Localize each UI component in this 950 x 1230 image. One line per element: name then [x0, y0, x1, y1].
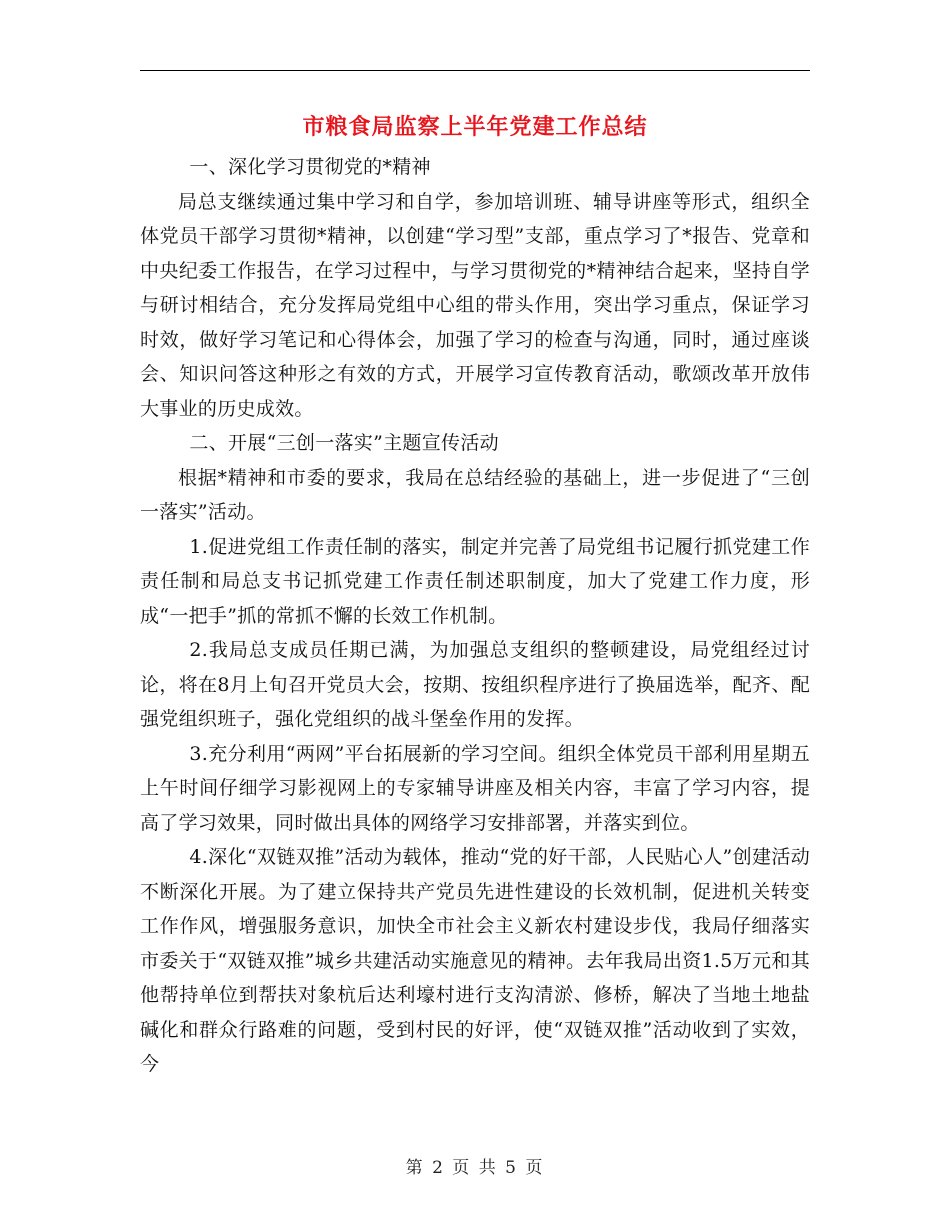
paragraph-study: 局总支继续通过集中学习和自学，参加培训班、辅导讲座等形式，组织全体党员干部学习贯彻*精神，以创建“学习型”支部，重点学习了*报告、党章和中央纪委工作报告，在学习过程中，与学习贯彻党的*精神结合起来，坚持自学与研讨相结合，充分发挥局党组中心组的带头作用，突出学习重点，保证学习时效，做好学习笔记和心得体会，加强了学习的检查与沟通，同时，通过座谈会、知识问答这种形之有效的方式，开展学习宣传教育活动，歌颂改革开放伟大事业的历史成效。 — [140, 190, 810, 420]
list-item-2: 2.我局总支成员任期已满，为加强总支组织的整顿建设，局党组经过讨论，将在8月上旬召开党员大会，按期、按组织程序进行了换届选举，配齐、配强党组织班子，强化党组织的战斗堡垒作用的发挥。 — [140, 639, 810, 730]
document-title: 市粮食局监察上半年党建工作总结 — [302, 114, 648, 140]
list-item-4: 4.深化“双链双推”活动为载体，推动“党的好干部，人民贴心人”创建活动不断深化开展。为了建立保持共产党员先进性建设的长效机制，促进机关转变工作作风，增强服务意识，加快全市社会主义新农村建设步伐，我局仔细落实市委关于“双链双推”城乡共建活动实施意见的精神。去年我局出资1.5万元和其他帮持单位到帮扶对象杭后达利壕村进行支沟清淤、修桥，解决了当地土地盐碱化和群众行路难的问题，受到村民的好评，使“双链双推”活动收到了实效，今 — [140, 846, 810, 1075]
document-body — [140, 150, 810, 1082]
page-number: 第 2 页 共 5 页 — [405, 1158, 545, 1178]
list-item-3: 3.充分利用“两网”平台拓展新的学习空间。组织全体党员干部利用星期五上午时间仔细学习影视网上的专家辅导讲座及相关内容，丰富了学习内容，提高了学习效果，同时做出具体的网络学习安排部署，并落实到位。 — [140, 742, 810, 834]
section-heading-1: 一、深化学习贯彻党的*精神 — [189, 156, 431, 178]
header-rule — [140, 70, 810, 71]
paragraph-intro: 根据*精神和市委的要求，我局在总结经验的基础上，进一步促进了“三创一落实”活动。 — [140, 466, 810, 523]
section-heading-2: 二、开展“三创一落实”主题宣传活动 — [189, 432, 499, 454]
list-item-1: 1.促进党组工作责任制的落实，制定并完善了局党组书记履行抓党建工作责任制和局总支书记抓党建工作责任制述职制度，加大了党建工作力度，形成“一把手”抓的常抓不懈的长效工作机制。 — [140, 535, 810, 627]
